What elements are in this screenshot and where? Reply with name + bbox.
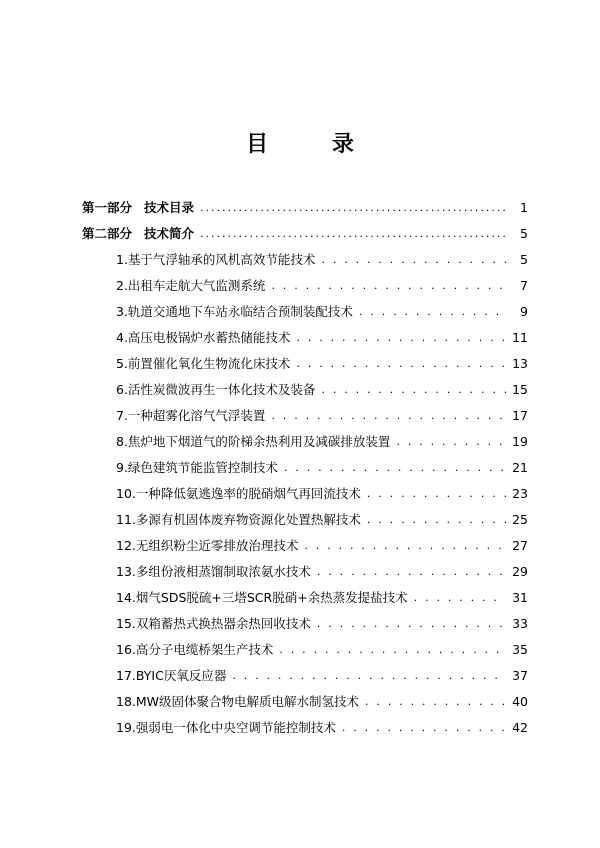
toc-item[interactable]: [116, 692, 528, 712]
toc-item-label: 2.出租车走航大气监测系统: [116, 278, 266, 293]
toc-item-label: 14.烟气SDS脱硫+三塔SCR脱硝+余热蒸发提盐技术: [116, 590, 408, 605]
toc-page-number: 37: [512, 668, 528, 683]
toc-item-label: 7.一种超雾化溶气气浮装置: [116, 408, 266, 423]
dot-leader: [414, 588, 506, 608]
toc-item-label: 1.基于气浮轴承的风机高效节能技术: [116, 252, 316, 267]
toc-item-label: 16.高分子电缆桥架生产技术: [116, 642, 274, 657]
toc-item-label: 17.BYIC厌氧反应器: [116, 668, 227, 683]
dot-leader: [342, 718, 506, 738]
toc-page-number: 27: [512, 538, 528, 553]
toc-page-number: 5: [520, 252, 528, 267]
toc-item[interactable]: [116, 666, 528, 686]
dot-leader: [396, 432, 506, 452]
toc-item[interactable]: [116, 484, 528, 504]
toc-page-number: 13: [512, 356, 528, 371]
toc-item[interactable]: [116, 718, 528, 738]
toc-page-number: 29: [512, 564, 528, 579]
toc-item[interactable]: [116, 380, 528, 400]
dot-leader: [200, 224, 508, 244]
dot-leader: [367, 484, 506, 504]
toc-page-number: 21: [512, 460, 528, 475]
dot-leader: [271, 406, 506, 426]
toc-page-number: 33: [512, 616, 528, 631]
toc-page-number: 31: [512, 590, 528, 605]
toc-item[interactable]: [116, 328, 528, 348]
toc-item-label: 19.强弱电一体化中央空调节能控制技术: [116, 720, 336, 735]
dot-leader: [296, 354, 506, 374]
dot-leader: [304, 536, 506, 556]
toc-page-number: 11: [512, 330, 528, 345]
dot-leader: [367, 510, 506, 530]
toc-part-title: 技术目录: [144, 200, 195, 215]
toc-page-number: 1: [520, 200, 528, 215]
toc-item[interactable]: [116, 640, 528, 660]
toc-page-number: 9: [520, 304, 528, 319]
toc-page-number: 35: [512, 642, 528, 657]
dot-leader: [317, 562, 506, 582]
toc-item-label: 10.一种降低氨逃逸率的脱硝烟气再回流技术: [116, 486, 361, 501]
dot-leader: [317, 614, 506, 634]
dot-leader: [200, 198, 508, 218]
toc-page-number: 23: [512, 486, 528, 501]
toc-item-label: 4.高压电极锅炉水蓄热储能技术: [116, 330, 291, 345]
toc-page-number: 25: [512, 512, 528, 527]
toc-item[interactable]: [116, 510, 528, 530]
dot-leader: [284, 458, 506, 478]
toc-item[interactable]: [116, 276, 528, 296]
toc-item[interactable]: [116, 536, 528, 556]
dot-leader: [296, 328, 506, 348]
toc-item[interactable]: [116, 354, 528, 374]
toc-item-label: 11.多源有机固体废弃物资源化处置热解技术: [116, 512, 361, 527]
toc-item[interactable]: [116, 562, 528, 582]
toc-part-label: 第一部分: [82, 200, 133, 215]
toc-item-label: 15.双箱蓄热式换热器余热回收技术: [116, 616, 311, 631]
toc-page-number: 42: [512, 720, 528, 735]
toc-part-2[interactable]: [82, 224, 528, 244]
toc-item-label: 5.前置催化氧化生物流化床技术: [116, 356, 291, 371]
toc-page-number: 15: [512, 382, 528, 397]
toc-item[interactable]: [116, 588, 528, 608]
toc-item-label: 12.无组织粉尘近零排放治理技术: [116, 538, 299, 553]
toc-item[interactable]: [116, 406, 528, 426]
toc-item-label: 3.轨道交通地下车站永临结合预制装配技术: [116, 304, 353, 319]
toc-part-label: 第二部分: [82, 226, 133, 241]
dot-leader: [321, 250, 508, 270]
toc-part-1[interactable]: [82, 198, 528, 218]
toc-part-title: 技术简介: [144, 226, 195, 241]
toc-item-label: 9.绿色建筑节能监管控制技术: [116, 460, 278, 475]
toc-item[interactable]: [116, 432, 528, 452]
toc-page-number: 19: [512, 434, 528, 449]
page-title: 目 录: [246, 131, 382, 157]
toc-item-label: 18.MW级固体聚合物电解质电解水制氢技术: [116, 694, 360, 709]
toc-page-number: 17: [512, 408, 528, 423]
dot-leader: [359, 302, 508, 322]
toc-page-number: 40: [512, 694, 528, 709]
dot-leader: [232, 666, 506, 686]
toc-item-label: 8.焦炉地下烟道气的阶梯余热利用及减碳排放装置: [116, 434, 391, 449]
toc-item[interactable]: [116, 250, 528, 270]
dot-leader: [279, 640, 506, 660]
toc-item-label: 6.活性炭微波再生一体化技术及装备: [116, 382, 316, 397]
toc-item[interactable]: [116, 458, 528, 478]
toc-item[interactable]: [116, 614, 528, 634]
toc-page-number: 5: [520, 226, 528, 241]
toc-page-number: 7: [520, 278, 528, 293]
toc-item[interactable]: [116, 302, 528, 322]
dot-leader: [365, 692, 506, 712]
toc-item-label: 13.多组份液相蒸馏制取浓氨水技术: [116, 564, 311, 579]
dot-leader: [321, 380, 506, 400]
dot-leader: [271, 276, 508, 296]
